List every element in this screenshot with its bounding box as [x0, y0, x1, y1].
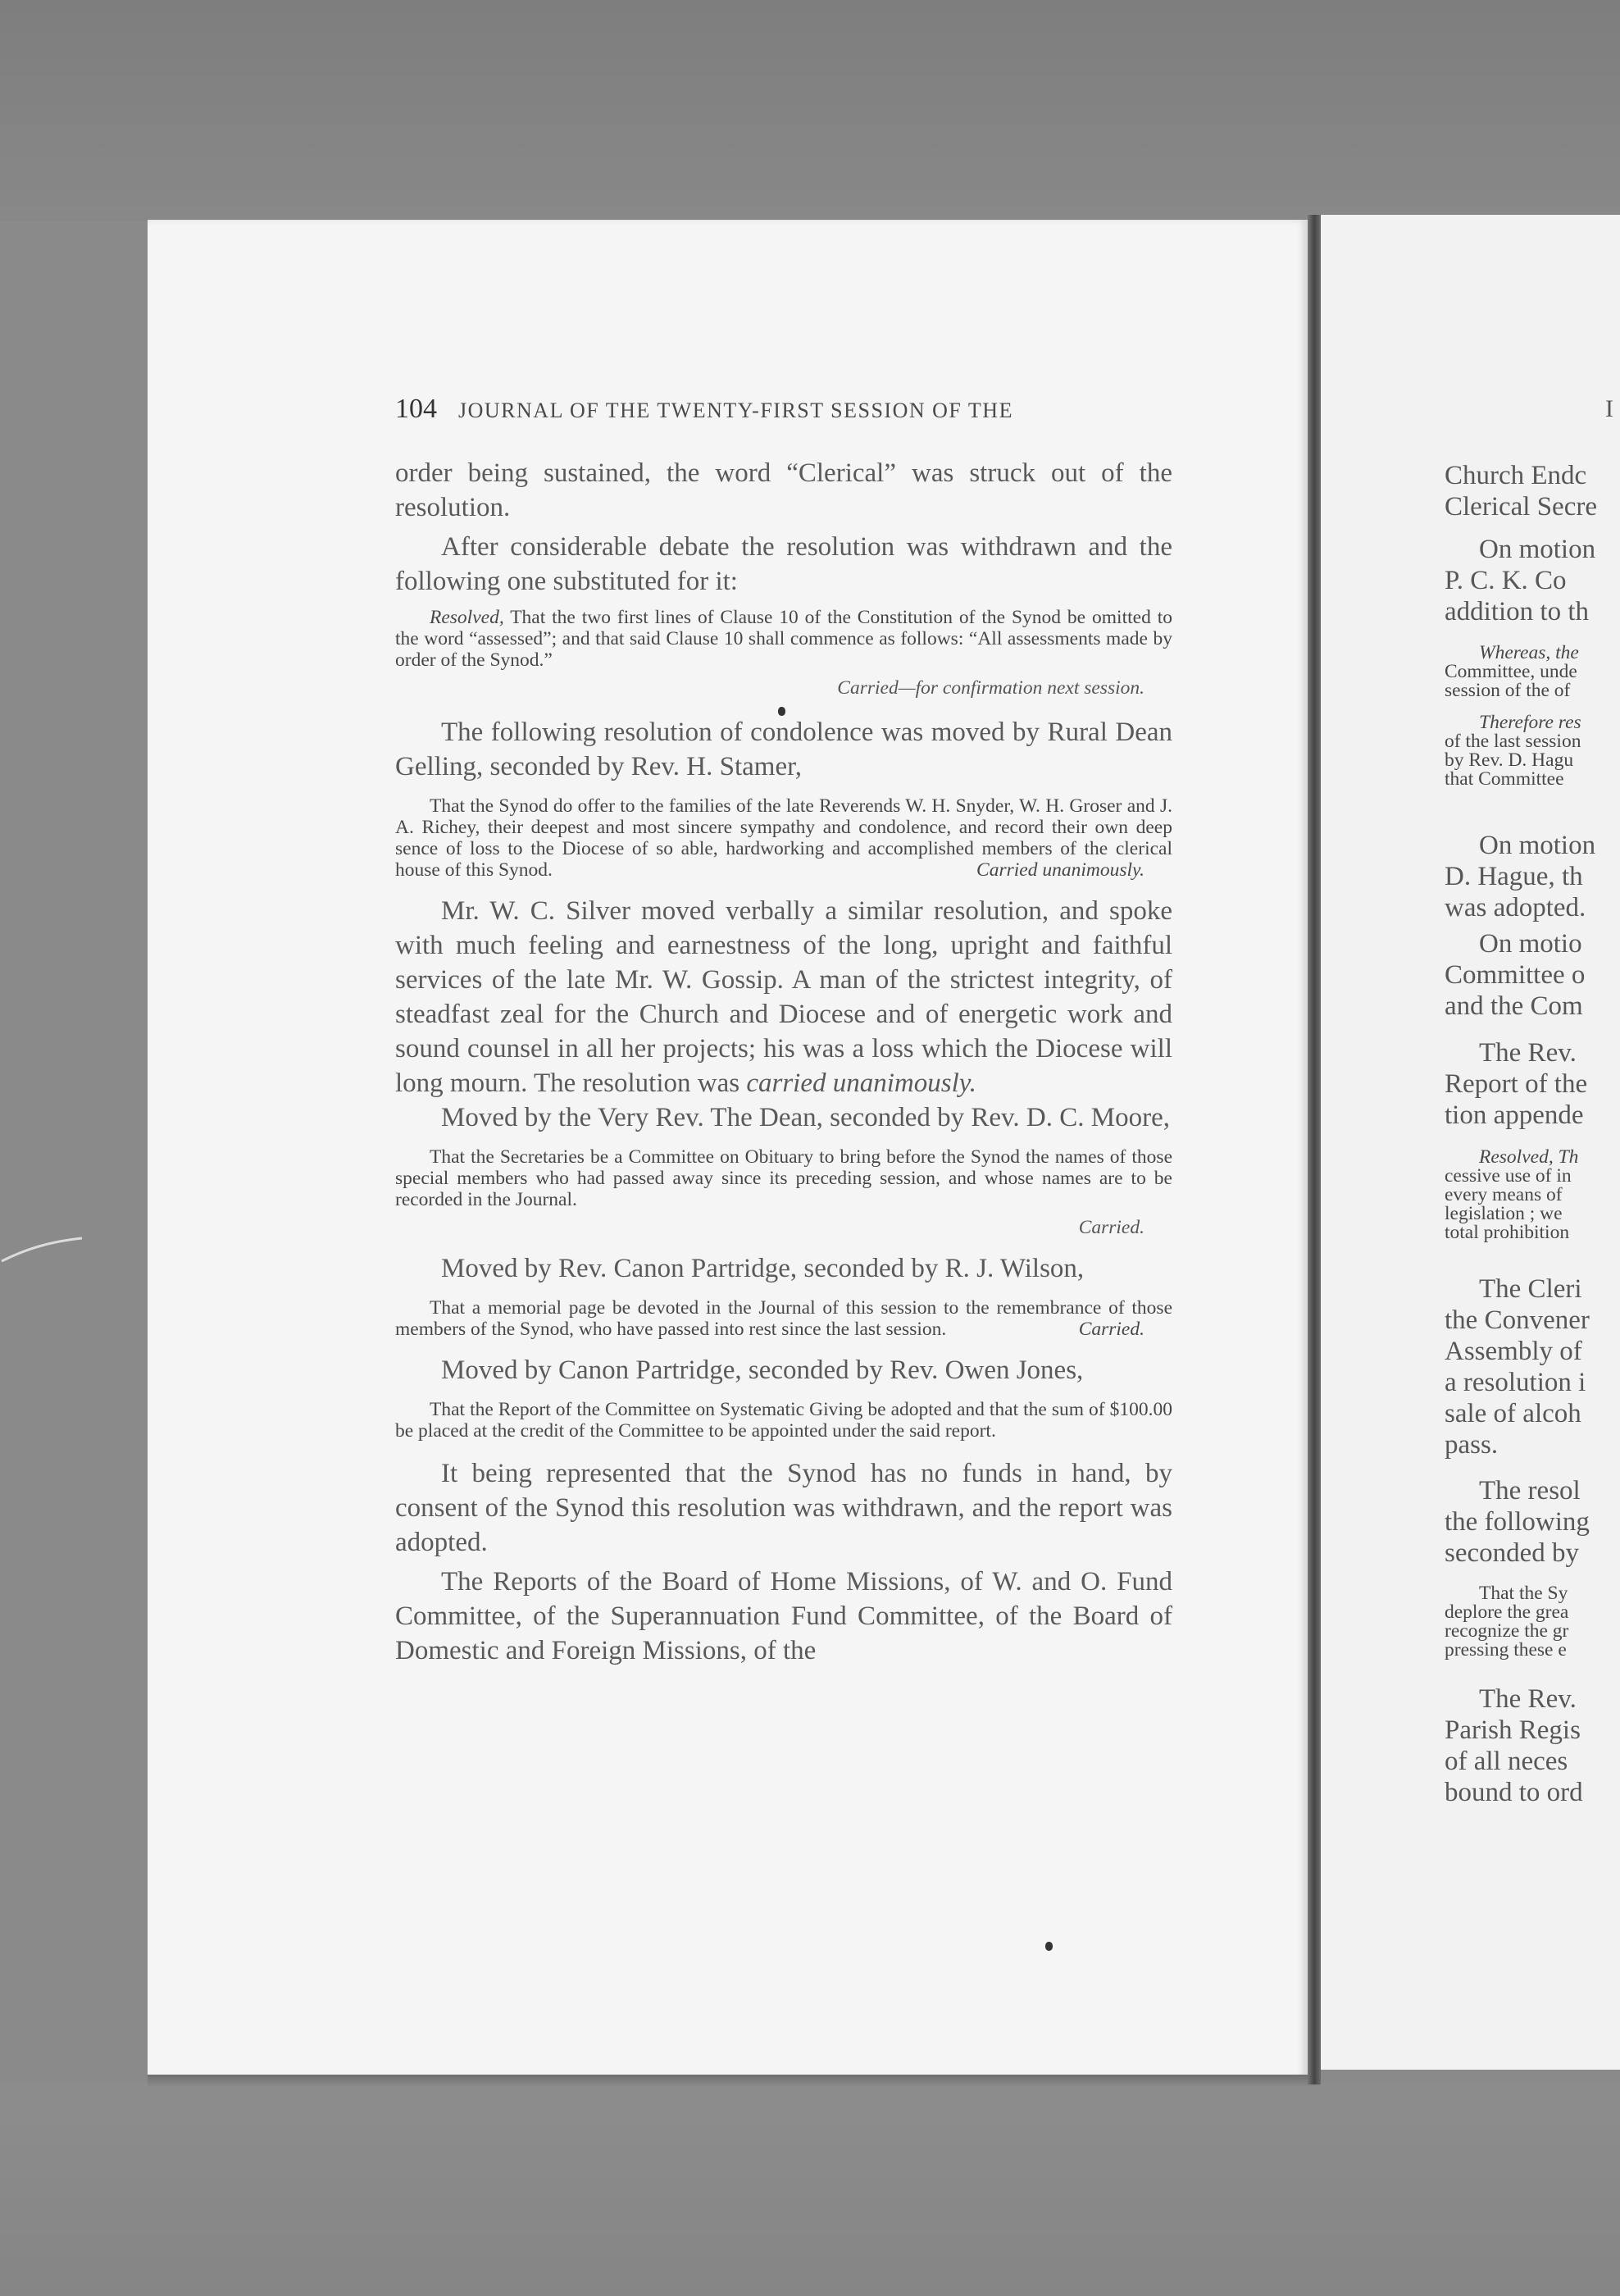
right-page-line: Report of the: [1445, 1069, 1588, 1099]
right-page-line: The Rev.: [1479, 1684, 1577, 1714]
right-page-line: addition to th: [1445, 597, 1589, 626]
right-page-line: of the last session: [1445, 731, 1581, 752]
left-page-text-column: [395, 456, 1172, 1668]
right-page-line: tion appende: [1445, 1100, 1584, 1130]
right-page-line: The resol: [1479, 1476, 1581, 1506]
carried-note: Carried.: [1078, 1319, 1144, 1340]
right-page-line: Parish Regis: [1445, 1715, 1581, 1745]
carried-note: Carried unanimously.: [976, 859, 1144, 881]
right-page-line: The Cleri: [1479, 1274, 1582, 1304]
right-page-line: session of the of: [1445, 680, 1571, 701]
right-page-line: a resolution i: [1445, 1368, 1586, 1397]
paragraph-no-funds: It being represented that the Synod has no funds in hand, by consent of the Synod this resolution was withdrawn, and the report was adopted.: [395, 1459, 1172, 1557]
right-page-line: the Convener: [1445, 1305, 1590, 1335]
quoted-resolution-memorial: That a memorial page be devoted in the Journal of this session to the remembrance of those members of the Synod, who have passed into rest since the last session. Carried.: [395, 1297, 1172, 1340]
right-page-line: deplore the grea: [1445, 1601, 1569, 1623]
right-page-line: On motion: [1479, 831, 1596, 860]
right-page-line: Assembly of: [1445, 1337, 1582, 1366]
quoted-resolution-clause-10: [395, 607, 1172, 671]
right-page-line: legislation ; we: [1445, 1203, 1563, 1224]
right-page-line: of all neces: [1445, 1747, 1568, 1776]
carried-unanimously: carried unanimously.: [746, 1068, 976, 1098]
right-page-line: every means of: [1445, 1184, 1563, 1205]
right-page-line: recognize the gr: [1445, 1620, 1569, 1642]
right-page-line: was adopted.: [1445, 893, 1586, 922]
right-page-line: On motio: [1479, 929, 1582, 959]
paragraph-clerical: order being sustained, the word “Clerical” was struck out of the resolution.: [395, 458, 1172, 522]
right-page-line: Clerical Secre: [1445, 492, 1597, 522]
ink-spot: [1045, 1942, 1053, 1951]
right-page-line: Committee, unde: [1445, 661, 1577, 682]
right-page-line: the following: [1445, 1507, 1590, 1537]
right-page-line: The Rev.: [1479, 1038, 1577, 1068]
right-page-line: D. Hague, th: [1445, 862, 1583, 891]
right-page-line: Therefore res: [1479, 712, 1581, 733]
paragraph-debate: After considerable debate the resolution was withdrawn and the following one substituted for it:: [395, 532, 1172, 596]
paragraph-moved-dean: Moved by the Very Rev. The Dean, seconded by Rev. D. C. Moore,: [441, 1103, 1170, 1132]
right-page-line: Whereas, the: [1479, 642, 1579, 663]
page-edge-shadow: [148, 2075, 1320, 2086]
carried-note: Carried.: [1078, 1217, 1144, 1238]
scanner-background-bottom: [0, 2083, 1620, 2296]
right-page-line: Resolved, Th: [1479, 1146, 1579, 1168]
quoted-resolution-obituary: That the Secretaries be a Committee on Obituary to bring before the Synod the names of those special members who had passed away since its preceding session, and whose names are to be recorded in the Journal.: [395, 1146, 1172, 1210]
right-page-line: by Rev. D. Hagu: [1445, 749, 1574, 771]
right-page-line: pressing these e: [1445, 1639, 1567, 1660]
page-number: 104: [395, 394, 437, 424]
carried-note: Carried—for confirmation next session.: [837, 677, 1144, 699]
quoted-resolution-systematic-giving: That the Report of the Committee on Systematic Giving be adopted and that the sum of $100.00 be placed at the credit of the Committee to be appointed under the said report.: [395, 1399, 1172, 1442]
paragraph-silver: Mr. W. C. Silver moved verbally a similar resolution, and spoke with much feeling and earnestness of the long, upright and faithful services of the late Mr. W. Gossip. A man of the strictest integrity, of steadfast zeal for the Church and Diocese and of energetic work and sound counsel in all her projects; his was a loss which the Diocese will long mourn. The resolution was carried unanimously.: [395, 896, 1172, 1098]
paragraph-condolence: The following resolution of condolence was moved by Rural Dean Gelling, seconded by Rev. H. Stamer,: [395, 718, 1172, 781]
running-header: [395, 394, 1215, 426]
right-page-line: sale of alcoh: [1445, 1399, 1581, 1428]
quoted-resolution-text: That the two first lines of Clause 10 of the Constitution of the Synod be omitted to the word “assessed”; and that said Clause 10 shall commence as follows: “All assessments made by order of the Synod.”: [395, 607, 1172, 671]
paragraph-moved-partridge: Moved by Rev. Canon Partridge, seconded by R. J. Wilson,: [441, 1254, 1085, 1283]
right-page-running-head: I: [1605, 395, 1613, 422]
paragraph-moved-partridge-jones: Moved by Canon Partridge, seconded by Rev. Owen Jones,: [441, 1355, 1084, 1385]
right-page-line: pass.: [1445, 1430, 1499, 1460]
right-page-line: total prohibition: [1445, 1222, 1570, 1243]
right-page-line: P. C. K. Co: [1445, 566, 1567, 595]
right-page-line: bound to ord: [1445, 1778, 1583, 1807]
right-page-line: seconded by: [1445, 1538, 1580, 1568]
scanner-background-top: [0, 0, 1620, 221]
quoted-resolution-text: That the Synod do offer to the families of the late Reverends W. H. Snyder, W. H. Groser and J. A. Richey, their deepest and most sincere sympathy and condolence, and record their own deep sence of loss to the Diocese of so able, hardworking and accomplished members of the clerical house of this Synod.: [395, 795, 1172, 881]
book-gutter: [1308, 215, 1321, 2084]
right-page-line: cessive use of in: [1445, 1165, 1572, 1187]
resolved-label: Resolved,: [430, 607, 504, 628]
ink-spot: [778, 707, 785, 716]
film-scratch-mark: [0, 1230, 90, 1263]
right-page-line: Church Endc: [1445, 461, 1587, 490]
right-page-line: and the Com: [1445, 991, 1583, 1021]
right-page-line: That the Sy: [1479, 1583, 1568, 1604]
right-page-line: Committee o: [1445, 960, 1586, 990]
paragraph-reports: The Reports of the Board of Home Missions, of W. and O. Fund Committee, of the Superannuation Fund Committee, of the Board of Domestic and Foreign Missions, of the: [395, 1567, 1172, 1665]
right-page-line: On motion: [1479, 535, 1596, 564]
right-page-line: that Committee: [1445, 768, 1564, 790]
running-head: JOURNAL OF THE TWENTY-FIRST SESSION OF THE: [458, 399, 1013, 422]
quoted-resolution-condolence: [395, 795, 1172, 881]
